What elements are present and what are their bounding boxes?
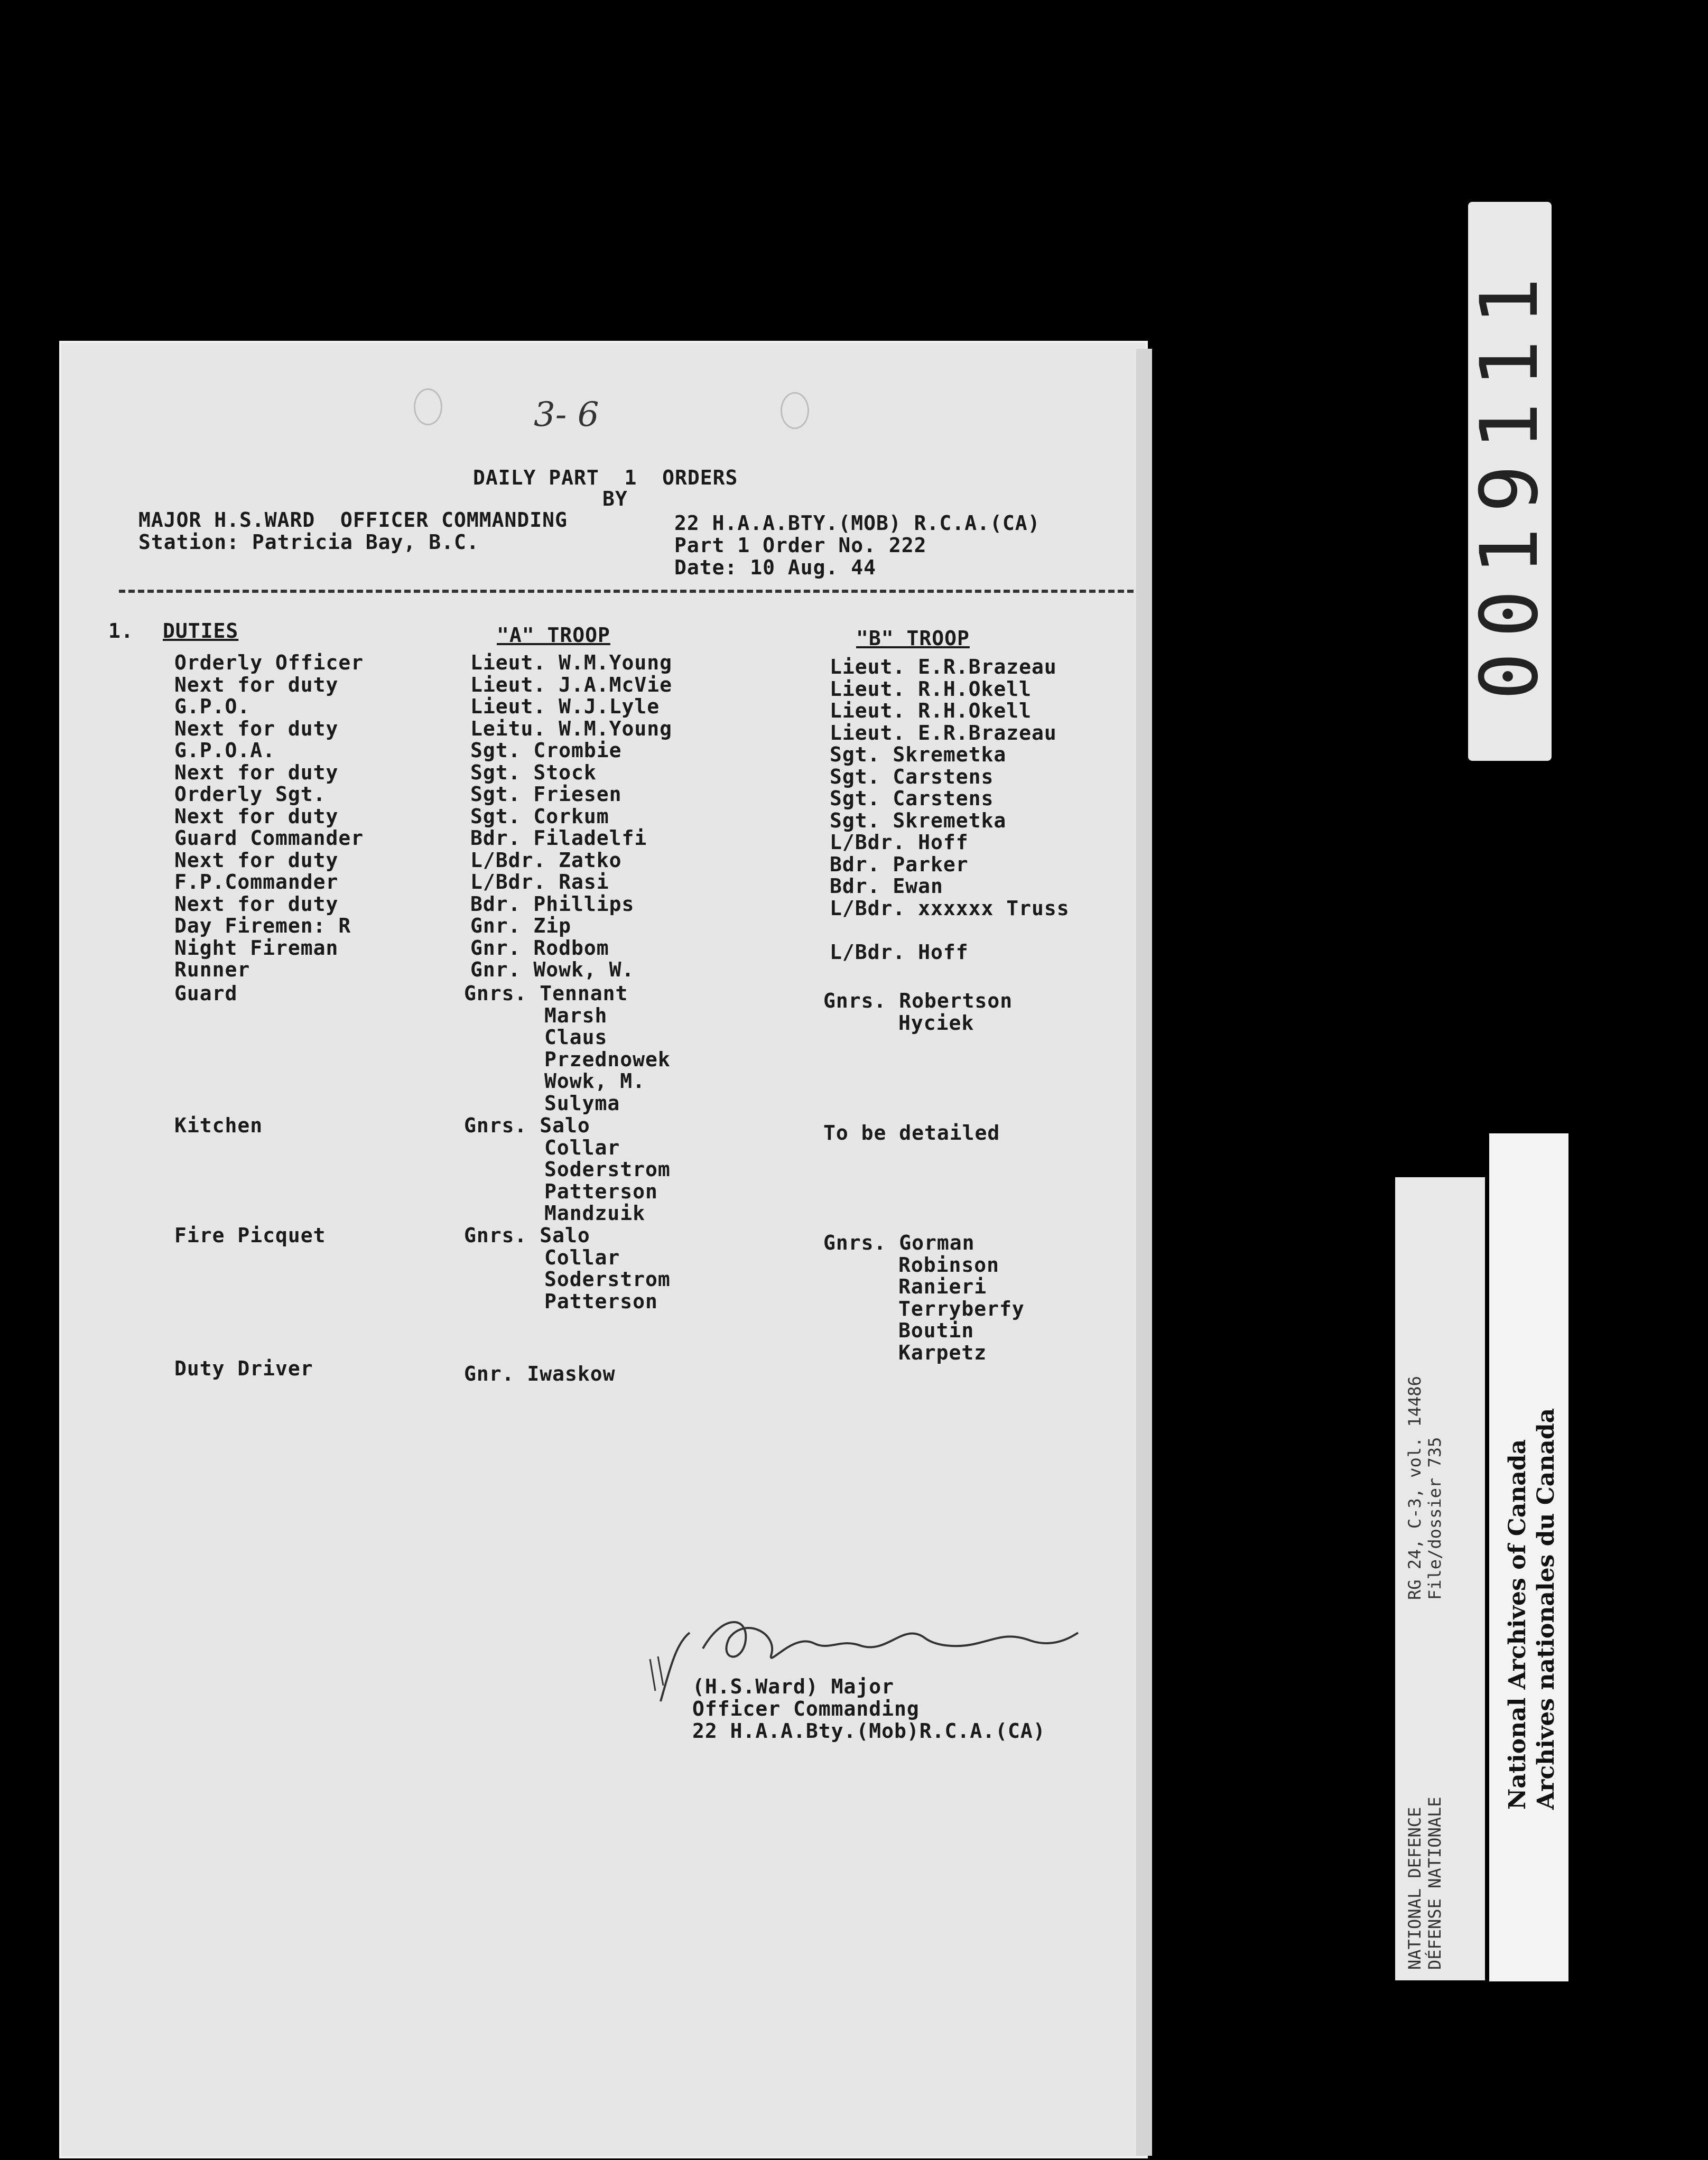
a-troop-name: Gnr. Iwaskow	[464, 1362, 616, 1385]
fire-picquet-duty-label: Fire Picquet	[174, 1224, 326, 1247]
b-troop-name: Sgt. Skremetka	[830, 808, 1007, 832]
b-troop-name: Gnrs. Robertson	[823, 989, 1013, 1012]
commander-line: MAJOR H.S.WARD OFFICER COMMANDING	[138, 508, 568, 532]
b-troop-name: Robinson	[898, 1253, 1000, 1277]
archive-reference-label	[1395, 1177, 1485, 1980]
b-troop-name: Bdr. Ewan	[830, 874, 943, 898]
b-troop-name: Bdr. Parker	[830, 852, 969, 876]
b-troop-name: L/Bdr. Hoff	[830, 831, 969, 854]
stamp-number: 0019111	[1464, 262, 1556, 701]
b-troop-name: Ranieri	[898, 1275, 987, 1298]
a-troop-name: Sgt. Friesen	[470, 783, 622, 806]
b-troop-name: Boutin	[898, 1319, 974, 1342]
duty-label: Orderly Sgt.	[174, 783, 326, 806]
signature-title: Officer Commanding	[692, 1697, 920, 1720]
a-troop-name: Patterson	[544, 1289, 658, 1313]
handwritten-number: 3- 6	[534, 395, 599, 434]
a-troop-name: Przednowek	[544, 1047, 671, 1071]
duty-label: Next for duty	[174, 848, 339, 872]
department-line1: NATIONAL DEFENCE	[1405, 1807, 1425, 1970]
b-troop-name: L/Bdr. xxxxxx Truss	[830, 896, 1070, 920]
duty-label: Next for duty	[174, 716, 339, 740]
duty-label: Guard Commander	[174, 826, 364, 850]
a-troop-name: Leitu. W.M.Young	[470, 716, 673, 740]
a-troop-name: Sgt. Corkum	[470, 804, 609, 828]
b-troop-name: Lieut. E.R.Brazeau	[830, 655, 1057, 678]
department-line2: DÉFENSE NATIONALE	[1425, 1796, 1445, 1970]
a-troop-name: Lieut. W.J.Lyle	[470, 695, 660, 718]
battery-line: 22 H.A.A.BTY.(MOB) R.C.A.(CA)	[674, 511, 1041, 535]
header-divider	[119, 590, 1134, 593]
archive-name-label	[1489, 1133, 1568, 1981]
a-troop-name: Soderstrom	[544, 1158, 671, 1181]
b-troop-name: Lieut. E.R.Brazeau	[830, 721, 1057, 744]
archive-name-english: National Archives of Canada	[1504, 1439, 1531, 1810]
a-troop-name: Bdr. Phillips	[470, 892, 635, 916]
a-troop-name: Claus	[544, 1026, 608, 1049]
a-troop-name: Mandzuik	[544, 1202, 646, 1225]
archive-name-french: Archives nationales du Canada	[1533, 1408, 1560, 1810]
b-troop-name: Gnrs. Gorman	[823, 1231, 975, 1254]
a-troop-name: L/Bdr. Zatko	[470, 848, 622, 872]
b-troop-name: Sgt. Carstens	[830, 765, 994, 788]
duty-label: G.P.O.A.	[174, 739, 276, 762]
a-troop-heading: "A" TROOP	[497, 623, 610, 647]
a-troop-name: Gnr. Wowk, W.	[470, 958, 635, 981]
a-troop-name: Marsh	[544, 1003, 608, 1027]
signature-name: (H.S.Ward) Major	[692, 1675, 895, 1698]
duty-label: Day Firemen: R	[174, 914, 351, 937]
duty-label: Runner	[174, 958, 250, 981]
a-troop-name: Sulyma	[544, 1091, 620, 1115]
duty-label: Next for duty	[174, 804, 339, 828]
b-troop-name: To be detailed	[823, 1121, 1000, 1144]
b-troop-name: Sgt. Carstens	[830, 787, 994, 810]
a-troop-name: Gnr. Zip	[470, 914, 572, 937]
a-troop-name: L/Bdr. Rasi	[470, 870, 609, 893]
b-troop-name: Lieut. R.H.Okell	[830, 699, 1032, 722]
punch-hole-right	[781, 392, 809, 429]
a-troop-name: Collar	[544, 1245, 620, 1269]
a-troop-name: Lieut. W.M.Young	[470, 651, 673, 674]
page-edge	[1136, 349, 1152, 2156]
station-line: Station: Patricia Bay, B.C.	[138, 530, 479, 554]
duty-label: Next for duty	[174, 760, 339, 784]
a-troop-name: Gnrs. Salo	[464, 1114, 590, 1137]
guard-duty-label: Guard	[174, 982, 238, 1005]
a-troop-name: Patterson	[544, 1179, 658, 1203]
signature-unit: 22 H.A.A.Bty.(Mob)R.C.A.(CA)	[692, 1719, 1046, 1743]
b-troop-name: Terryberfy	[898, 1297, 1025, 1320]
document-number-stamp	[1464, 202, 1556, 761]
date-line: Date: 10 Aug. 44	[674, 556, 877, 579]
duty-driver-label: Duty Driver	[174, 1357, 313, 1380]
a-troop-name: Gnrs. Salo	[464, 1224, 590, 1247]
a-troop-name: Collar	[544, 1135, 620, 1159]
a-troop-name: Bdr. Filadelfi	[470, 826, 647, 850]
order-number-line: Part 1 Order No. 222	[674, 534, 927, 557]
b-troop-name: Lieut. R.H.Okell	[830, 677, 1032, 701]
duty-label: Orderly Officer	[174, 651, 364, 674]
duty-label: Night Fireman	[174, 936, 339, 960]
a-troop-name: Wowk, M.	[544, 1069, 646, 1093]
b-troop-heading: "B" TROOP	[856, 627, 970, 650]
a-troop-name: Sgt. Stock	[470, 760, 597, 784]
b-troop-name: Sgt. Skremetka	[830, 743, 1007, 766]
duty-label: Next for duty	[174, 673, 339, 696]
archive-ref-line2: File/dossier 735	[1425, 1437, 1445, 1600]
a-troop-name: Gnrs. Tennant	[464, 982, 628, 1005]
a-troop-name: Lieut. J.A.McVie	[470, 673, 673, 696]
section-title: DUTIES	[163, 619, 239, 643]
order-title: DAILY PART 1 ORDERS	[473, 466, 738, 489]
duty-label: G.P.O.	[174, 695, 250, 718]
punch-hole-left	[414, 388, 442, 425]
a-troop-name: Gnr. Rodbom	[470, 936, 609, 960]
archive-ref-line1: RG 24, C-3, vol. 14486	[1405, 1376, 1425, 1600]
b-troop-name: Karpetz	[898, 1340, 987, 1364]
kitchen-duty-label: Kitchen	[174, 1114, 263, 1137]
a-troop-name: Soderstrom	[544, 1268, 671, 1291]
order-by: BY	[602, 487, 628, 510]
section-number: 1.	[108, 619, 134, 643]
duty-label: F.P.Commander	[174, 870, 339, 893]
b-troop-name: Hyciek	[898, 1011, 974, 1035]
duty-label: Next for duty	[174, 892, 339, 916]
b-troop-name: L/Bdr. Hoff	[830, 940, 969, 964]
a-troop-name: Sgt. Crombie	[470, 739, 622, 762]
